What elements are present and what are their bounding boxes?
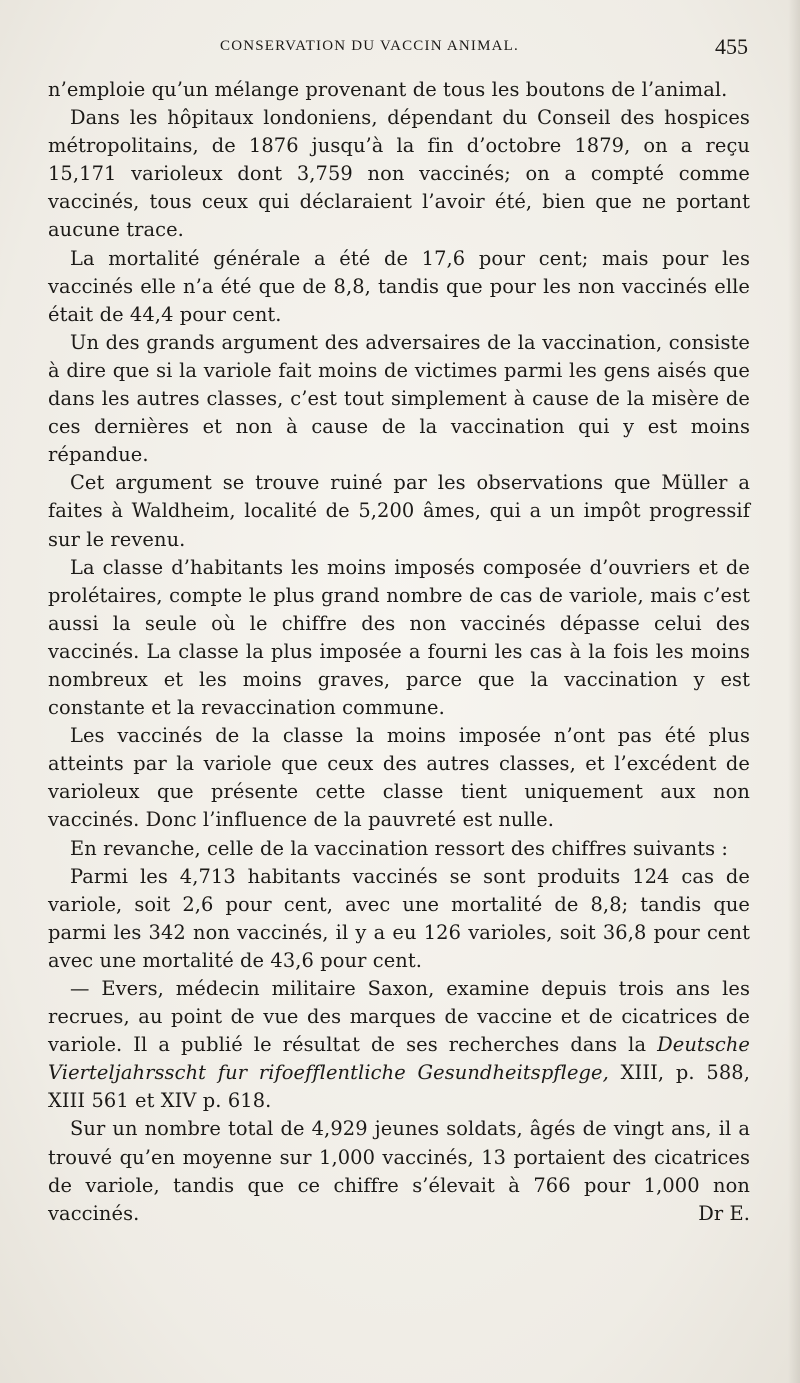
- paragraph-1: n’emploie qu’un mélange provenant de tous les boutons de l’animal.: [48, 78, 728, 101]
- paragraph-11: [48, 1115, 750, 1227]
- paragraph-6: La classe d’habitants les moins imposés composée d’ouvriers et de prolétaires, compte le plus grand nombre de cas de variole, mais c’est aussi la seule où le chiffre des non vaccinés dépasse celui des vaccinés. La classe la plus imposée a fourni les cas à la fois les moins nombreux et les moins graves, parce que la vaccination y est constante et la revaccination commune.: [48, 555, 750, 720]
- paragraph-9: Parmi les 4,713 habitants vaccinés se sont produits 124 cas de variole, soit 2,6 pour cent, avec une mortalité de 8,8; tandis que parmi les 342 non vaccinés, il y a eu 126 varioles, soit 36,8 pour cent avec une mortalité de 43,6 pour cent.: [48, 864, 750, 972]
- paragraph-10-start: — Evers, médecin militaire Saxon, examine depuis trois ans les recrues, au point de vue des marques de vaccine et de cicatrices de variole. Il a publié le résultat de ses recherches dans la: [48, 977, 750, 1057]
- paragraph-10-end: XIII, p. 588, XIII 561 et XIV p. 618.: [48, 1061, 751, 1113]
- paragraph-3: La mortalité générale a été de 17,6 pour cent; mais pour les vaccinés elle n’a été que de 8,8, tandis que pour les non vaccinés elle était de 44,4 pour cent.: [48, 246, 750, 326]
- page-edge-shadow: [788, 0, 800, 1383]
- page-header: [48, 32, 750, 72]
- paragraph-10: [48, 975, 750, 1115]
- journal-title: Deutsche Vierteljahrsscht fur rifoefflentliche Gesundheitspflege,: [48, 1033, 751, 1085]
- article-body: [48, 76, 750, 1228]
- paragraph-7: Les vaccinés de la classe la moins imposée n’ont pas été plus atteints par la variole que ceux des autres classes, et l’excédent de varioleux que présente cette classe tient uniquement aux non vaccinés. Donc l’influence de la pauvreté est nulle.: [48, 724, 750, 832]
- page-number: 455: [715, 34, 748, 59]
- paragraph-4: Un des grands argument des adversaires de la vaccination, consiste à dire que si la variole fait moins de victimes parmi les gens aisés que dans les autres classes, c’est tout simplement à cause de la misère de ces dernières et non à cause de la vaccination qui y est moins répandue.: [48, 330, 750, 467]
- paragraph-11-text: Sur un nombre total de 4,929 jeunes soldats, âgés de vingt ans, il a trouvé qu’en moyenne sur 1,000 vaccinés, 13 portaient des cicatrices de variole, tandis que ce chiffre s’élevait à 766 pour 1,000 non vaccinés.: [48, 1117, 750, 1225]
- paragraph-8: En revanche, celle de la vaccination ressort des chiffres suivants :: [70, 836, 729, 860]
- running-title: CONSERVATION DU VACCIN ANIMAL.: [220, 38, 519, 54]
- paragraph-2: Dans les hôpitaux londoniens, dépendant du Conseil des hospices métropolitains, de 1876 jusqu’à la fin d’octobre 1879, on a reçu 15,171 varioleux dont 3,759 non vaccinés; on a compté comme vaccinés, tous ceux qui déclaraient l’avoir été, bien que ne portant aucune trace.: [48, 106, 750, 242]
- paragraph-5: Cet argument se trouve ruiné par les observations que Müller a faites à Waldheim, localité de 5,200 âmes, qui a un impôt progressif sur le revenu.: [48, 471, 750, 551]
- author-signature: Dr E.: [698, 1201, 750, 1225]
